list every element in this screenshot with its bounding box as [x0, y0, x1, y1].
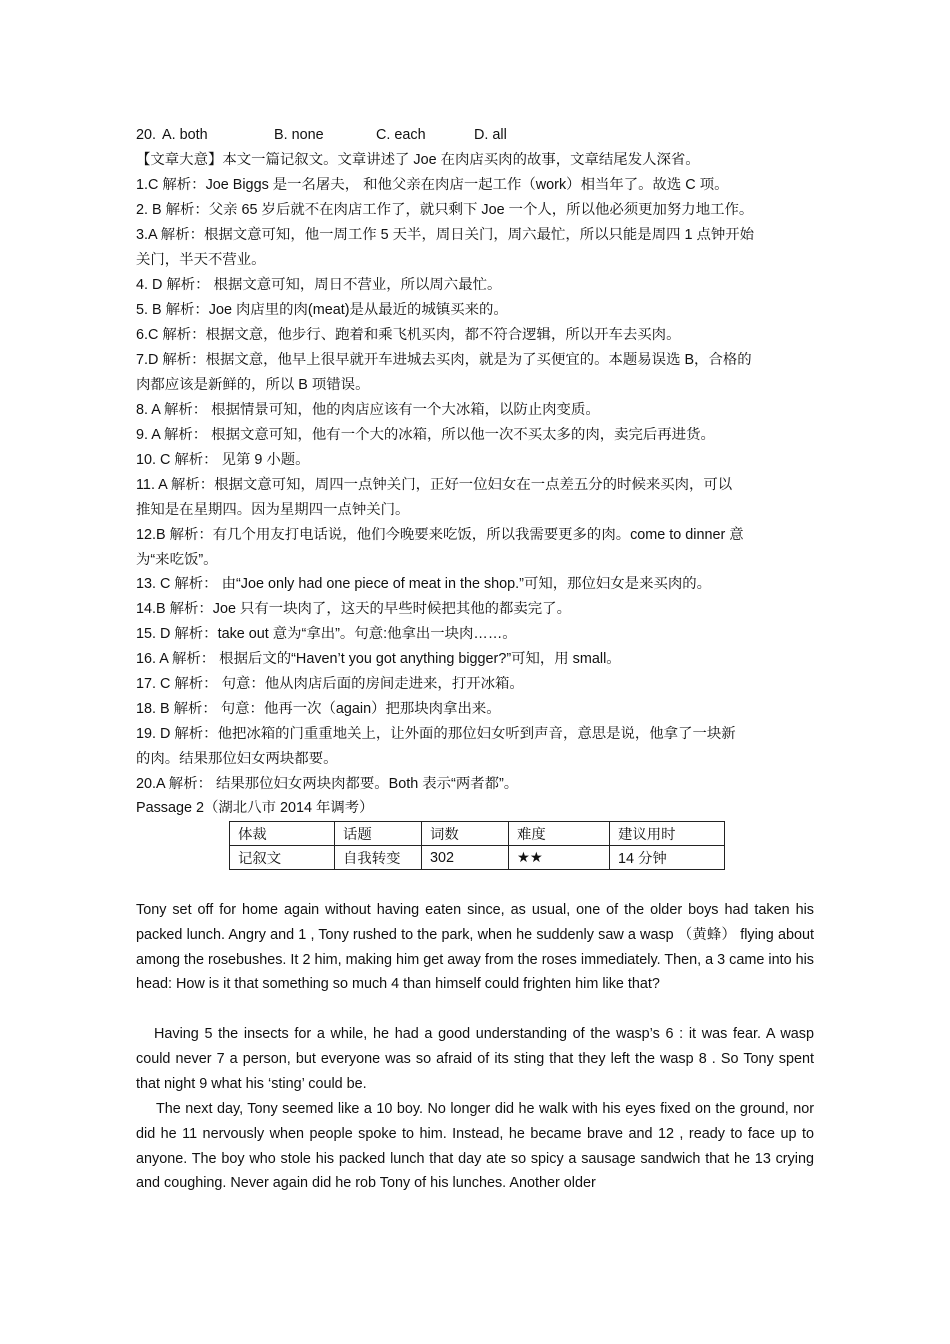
answer-line: 20.A 解析： 结果那位妇女两块肉都要。Both 表示“两者都”。 — [136, 776, 519, 792]
table-header-cell: 建议用时 — [610, 822, 725, 846]
answer-line: 5. B 解析：Joe 肉店里的肉(meat)是从最近的城镇买来的。 — [136, 302, 508, 318]
answer-line: 3.A 解析：根据文意可知，他一周工作 5 天半，周日关门，周六最忙，所以只能是周四 1 点钟开始 — [136, 227, 755, 243]
passage-heading: Passage 2（湖北八市 2014 年调考） — [136, 800, 374, 816]
table-header-row — [230, 822, 725, 846]
option-a: A. both — [162, 127, 208, 143]
answer-line: 11. A 解析：根据文意可知，周四一点钟关门，正好一位妇女在一点差五分的时候来买肉，可以 — [136, 477, 733, 493]
table-cell: 14 分钟 — [610, 846, 725, 870]
answer-line: 8. A 解析： 根据情景可知，他的肉店应该有一个大冰箱，以防止肉变质。 — [136, 402, 600, 418]
option-b: B. none — [274, 127, 324, 143]
passage-paragraph: Tony set off for home again without having eaten since, as usual, one of the older boys had taken his packed lunch. Angry and 1 , Tony rushed to the park, when he suddenly saw a wasp （黄蜂） flying about among the rosebushes. It 2 him, making him get away from the roses immediately. Then, a 3 came into his head: How is it that something so much 4 than himself could frighten him like that? — [136, 902, 814, 993]
answer-line: 推知是在星期四。因为星期四一点钟关门。 — [136, 502, 410, 518]
answer-line: 2. B 解析：父亲 65 岁后就不在肉店工作了，就只剩下 Joe 一个人，所以他必须更加努力地工作。 — [136, 202, 754, 218]
question-20-options — [136, 125, 816, 145]
passage-paragraph: Having 5 the insects for a while, he had a good understanding of the wasp’s 6 : it was fear. A wasp could never 7 a person, but everyone was so afraid of its sting that they left the wasp 8 . So Tony spent that night 9 what his ‘sting’ could be. — [136, 1026, 814, 1092]
answer-line: 4. D 解析： 根据文意可知，周日不营业，所以周六最忙。 — [136, 277, 502, 293]
table-header-cell: 体裁 — [230, 822, 335, 846]
answer-line: 9. A 解析： 根据文意可知，他有一个大的冰箱，所以他一次不买太多的肉，卖完后再进货。 — [136, 427, 715, 443]
summary-line: 【文章大意】本文一篇记叙文。文章讲述了 Joe 在肉店买肉的故事，文章结尾发人深省。 — [136, 152, 700, 168]
answer-line: 关门，半天不营业。 — [136, 252, 266, 268]
passage-info-table — [229, 821, 725, 870]
table-cell: 记叙文 — [230, 846, 335, 870]
answer-line: 15. D 解析：take out 意为“拿出”。句意:他拿出一块肉……。 — [136, 626, 517, 642]
answer-line: 肉都应该是新鲜的，所以 B 项错误。 — [136, 377, 370, 393]
answer-line: 14.B 解析：Joe 只有一块肉了，这天的早些时候把其他的都卖完了。 — [136, 601, 571, 617]
option-c: C. each — [376, 127, 426, 143]
answer-line: 13. C 解析： 由“Joe only had one piece of meat in the shop.”可知，那位妇女是来买肉的。 — [136, 576, 712, 592]
table-cell: ★★ — [509, 846, 610, 870]
table-header-cell: 词数 — [422, 822, 509, 846]
table-cell: 302 — [422, 846, 509, 870]
table-row — [230, 846, 725, 870]
answer-line: 18. B 解析： 句意：他再一次（again）把那块肉拿出来。 — [136, 701, 501, 717]
answer-line: 的肉。结果那位妇女两块都要。 — [136, 751, 338, 767]
question-number: 20. — [136, 127, 157, 143]
answer-line: 12.B 解析：有几个用友打电话说，他们今晚要来吃饭，所以我需要更多的肉。come to dinner 意 — [136, 527, 744, 543]
table-header-cell: 话题 — [335, 822, 422, 846]
table-header-cell: 难度 — [509, 822, 610, 846]
answer-line: 17. C 解析： 句意：他从肉店后面的房间走进来，打开冰箱。 — [136, 676, 524, 692]
answer-line: 6.C 解析：根据文意，他步行、跑着和乘飞机买肉，都不符合逻辑，所以开车去买肉。 — [136, 327, 681, 343]
table-cell: 自我转变 — [335, 846, 422, 870]
answer-line: 19. D 解析：他把冰箱的门重重地关上，让外面的那位妇女听到声音，意思是说，他拿了一块新 — [136, 726, 736, 742]
answer-line: 16. A 解析： 根据后文的“Haven’t you got anything bigger?”可知，用 small。 — [136, 651, 621, 667]
answer-line: 7.D 解析：根据文意，他早上很早就开车进城去买肉，就是为了买便宜的。本题易误选 B，合格的 — [136, 352, 752, 368]
option-d: D. all — [474, 127, 507, 143]
answer-line: 为“来吃饭”。 — [136, 552, 218, 568]
passage-paragraph: The next day, Tony seemed like a 10 boy. No longer did he walk with his eyes fixed on the ground, nor did he 11 nervously when people spoke to him. Instead, he became brave and 12 , ready to face up to anyone. The boy who stole his packed lunch that day ate so spicy a sausage sandwich that he 13 crying and coughing. Never again did he rob Tony of his lunches. Another older — [136, 1101, 814, 1192]
answer-line: 1.C 解析：Joe Biggs 是一名屠夫， 和他父亲在肉店一起工作（work）相当年了。故选 C 项。 — [136, 177, 729, 193]
answer-line: 10. C 解析： 见第 9 小题。 — [136, 452, 310, 468]
